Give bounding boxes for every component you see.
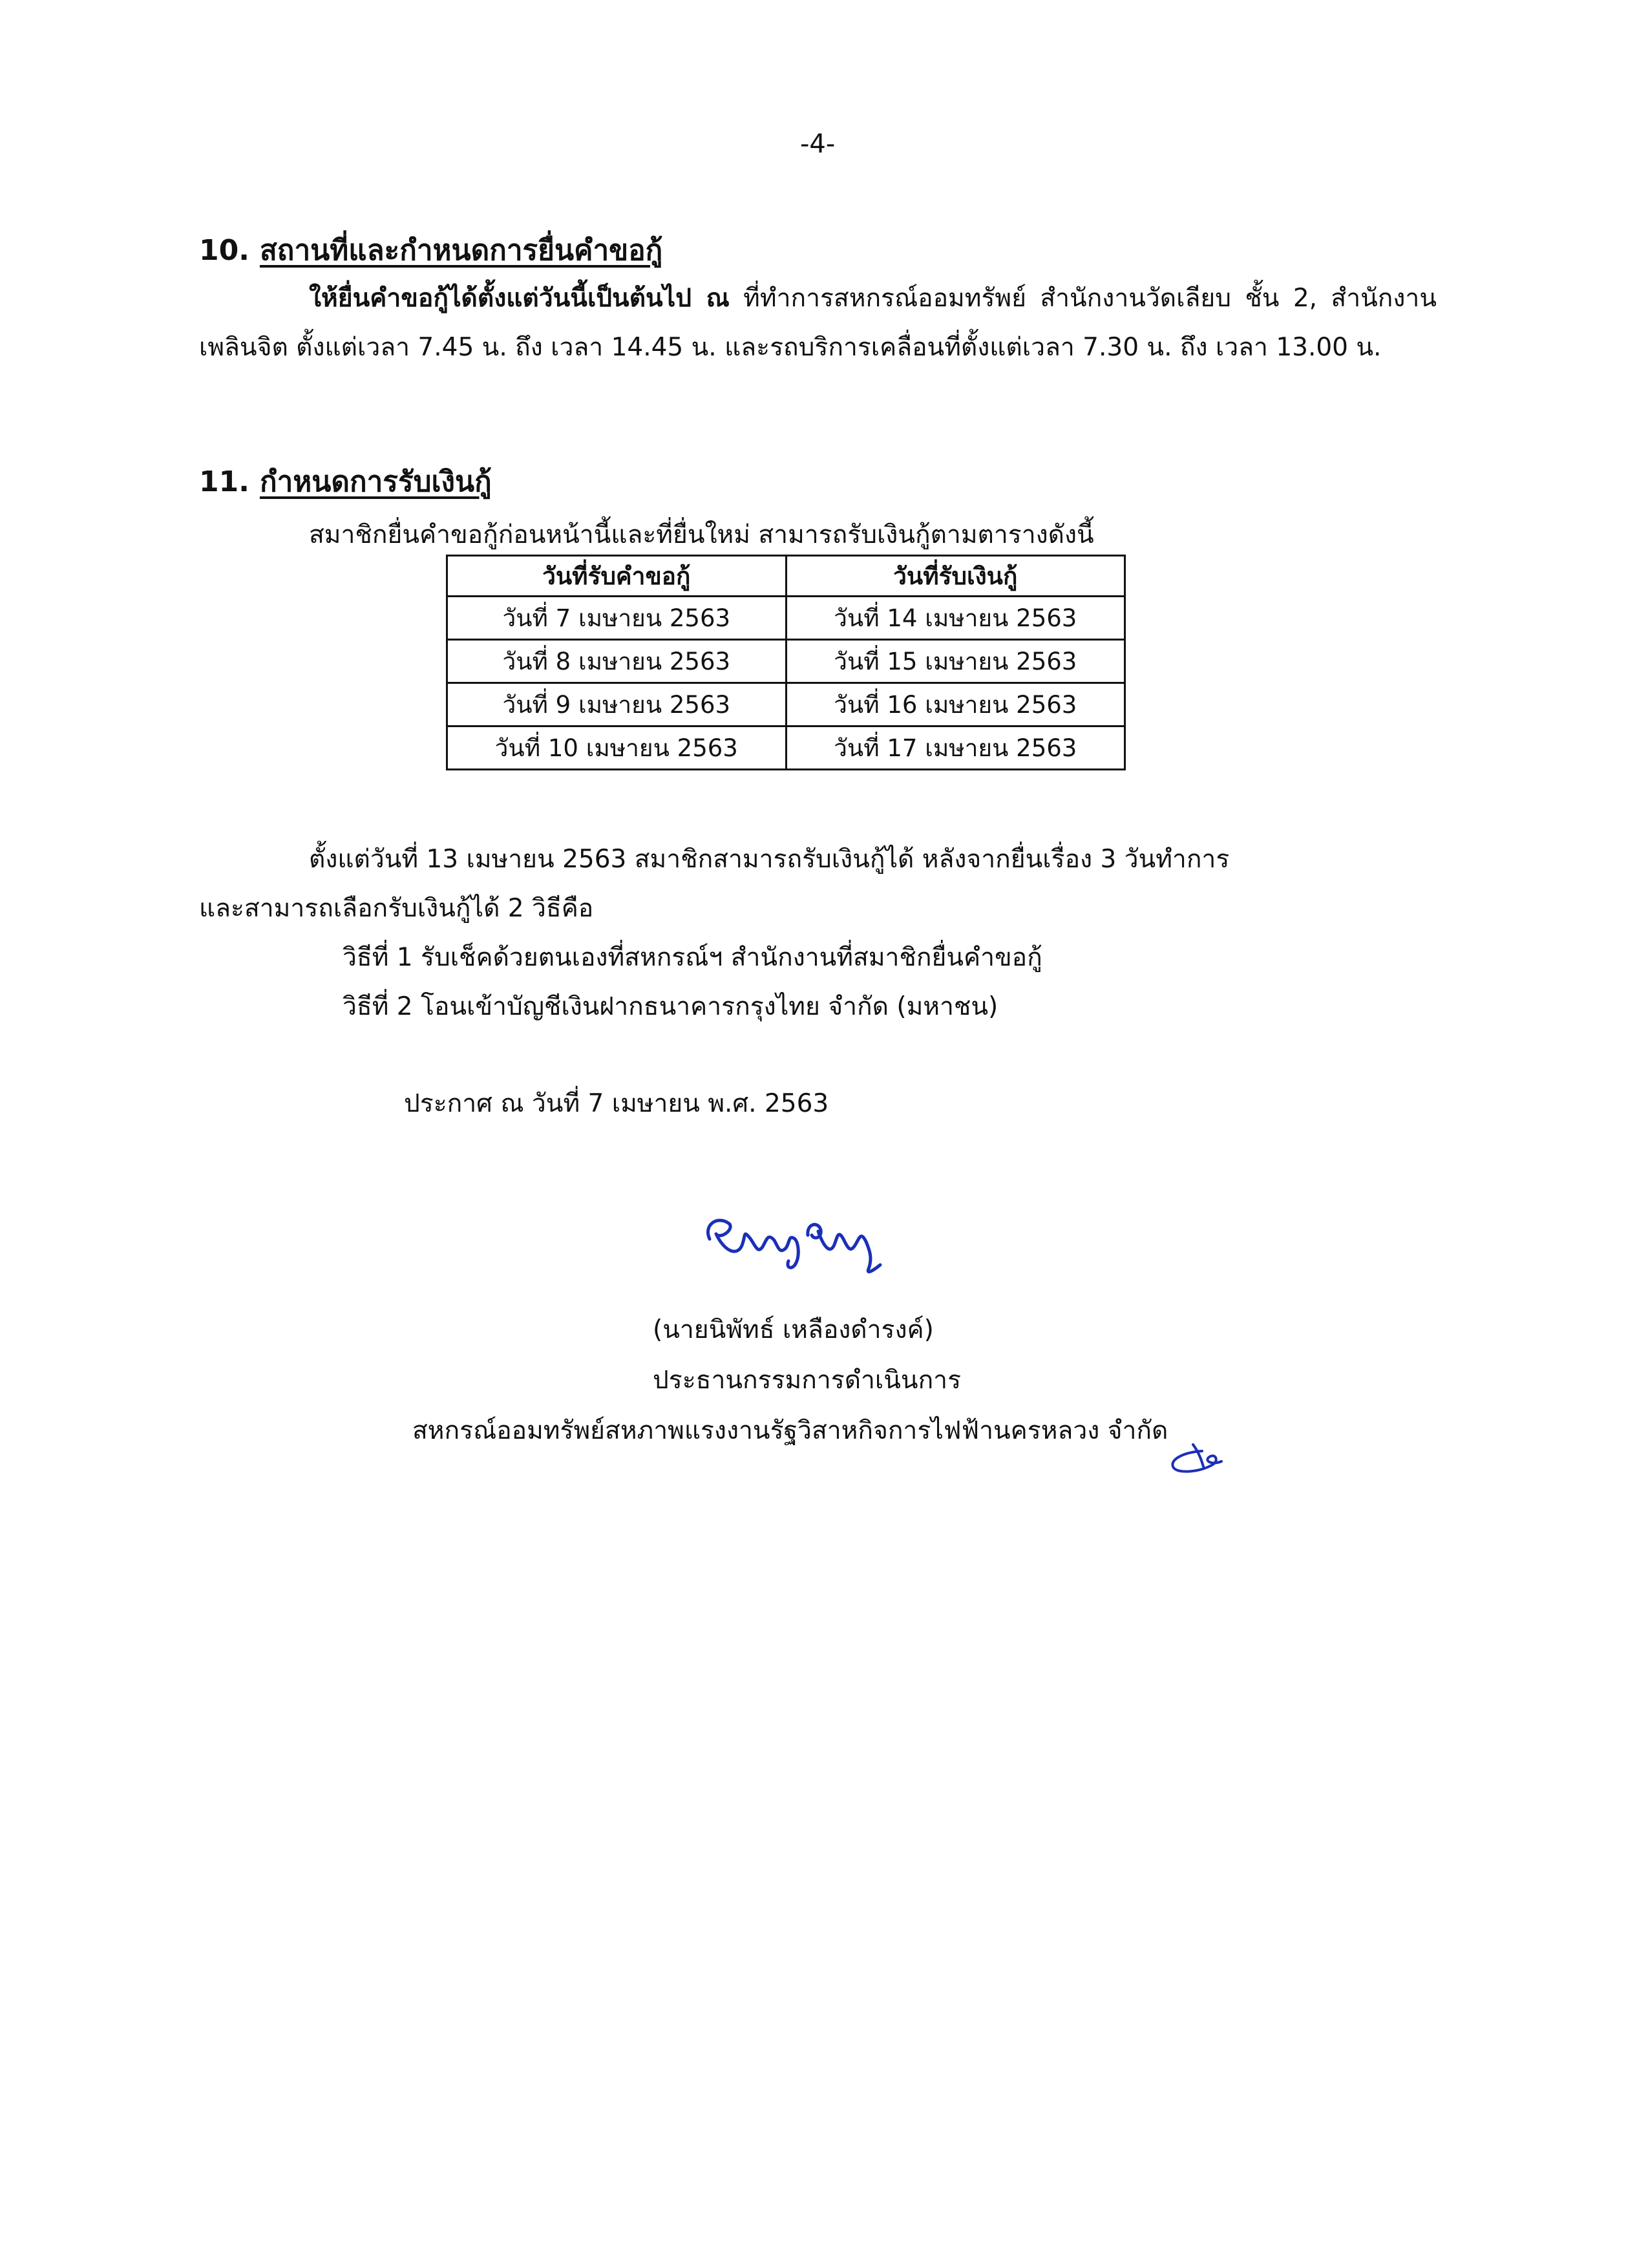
page-number: -4-: [800, 129, 836, 159]
header-request-date: วันที่รับคำขอกู้: [447, 556, 787, 597]
signatory-title: ประธานกรรมการดำเนินการ: [653, 1366, 962, 1395]
signatory-name: (นายนิพัทธ์ เหลืองดำรงค์): [653, 1315, 934, 1344]
receive-date-cell: วันที่ 15 เมษายน 2563: [786, 640, 1125, 683]
table-row: [447, 597, 1125, 640]
request-date-cell: วันที่ 8 เมษายน 2563: [447, 640, 787, 683]
request-date-cell: วันที่ 9 เมษายน 2563: [447, 683, 787, 726]
section-11-intro: สมาชิกยื่นคำขอกู้ก่อนหน้านี้และที่ยื่นใหม่ สามารถรับเงินกู้ตามตารางดังนี้: [309, 520, 1094, 549]
section-11-heading: [199, 459, 492, 504]
signature: [698, 1192, 892, 1289]
section-10-bold-lead: ให้ยื่นคำขอกู้ได้ตั้งแต่วันนี้เป็นต้นไป ณ: [309, 284, 730, 313]
receipt-method-1: วิธีที่ 1 รับเช็คด้วยตนเองที่สหกรณ์ฯ สำนักงานที่สมาชิกยื่นคำขอกู้: [343, 943, 1042, 972]
loan-schedule-table: [446, 555, 1126, 770]
signatory-organization: สหกรณ์ออมทรัพย์สหภาพแรงงานรัฐวิสาหกิจการไฟฟ้านครหลวง จำกัด: [412, 1416, 1168, 1445]
section-10-title: สถานที่และกำหนดการยื่นคำขอกู้: [259, 234, 663, 267]
request-date-cell: วันที่ 7 เมษายน 2563: [447, 597, 787, 640]
header-receive-date: วันที่รับเงินกู้: [786, 556, 1125, 597]
request-date-cell: วันที่ 10 เมษายน 2563: [447, 726, 787, 770]
section-10-paragraph: [199, 274, 1437, 372]
table-row: [447, 683, 1125, 726]
table-row: [447, 640, 1125, 683]
announcement-date: ประกาศ ณ วันที่ 7 เมษายน พ.ศ. 2563: [404, 1089, 829, 1118]
table-header-row: [447, 556, 1125, 597]
section-10-number: 10.: [199, 234, 249, 267]
section-10-heading: [199, 228, 662, 273]
receipt-method-2: วิธีที่ 2 โอนเข้าบัญชีเงินฝากธนาคารกรุงไทย จำกัด (มหาชน): [343, 992, 998, 1021]
receive-date-cell: วันที่ 17 เมษายน 2563: [786, 726, 1125, 770]
table-row: [447, 726, 1125, 770]
receive-date-cell: วันที่ 14 เมษายน 2563: [786, 597, 1125, 640]
initial-mark: [1157, 1438, 1228, 1483]
section-11-number: 11.: [199, 465, 249, 498]
receive-date-cell: วันที่ 16 เมษายน 2563: [786, 683, 1125, 726]
receipt-info-line-1: ตั้งแต่วันที่ 13 เมษายน 2563 สมาชิกสามารถรับเงินกู้ได้ หลังจากยื่นเรื่อง 3 วันทำการ: [309, 845, 1230, 874]
section-10-body: ที่ทำการสหกรณ์ออมทรัพย์ สำนักงานวัดเลียบ ชั้น 2, สำนักงานเพลินจิต ตั้งแต่เวลา 7.45 น. ถึง เวลา 14.45 น. และรถบริการเคลื่อนที่ตั้งแต่เวลา 7.30 น. ถึง เวลา 13.00 น.: [199, 284, 1437, 362]
section-11-title: กำหนดการรับเงินกู้: [259, 465, 492, 498]
receipt-info-line-2: และสามารถเลือกรับเงินกู้ได้ 2 วิธีคือ: [199, 894, 594, 923]
